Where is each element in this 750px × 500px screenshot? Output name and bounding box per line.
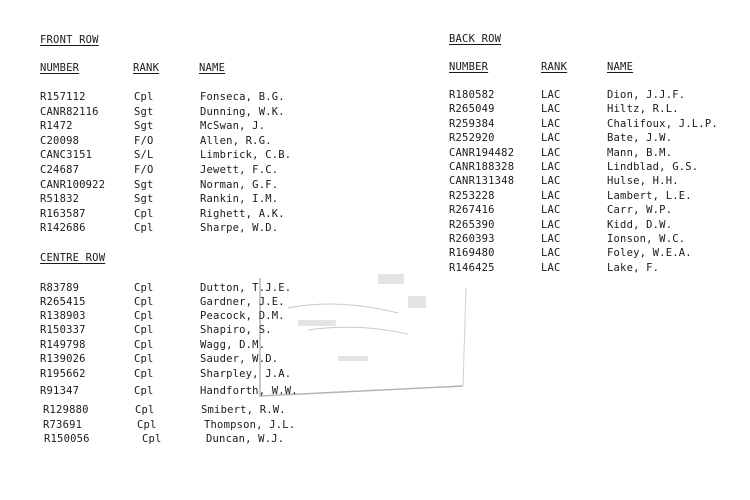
name-cell: Norman, G.F. — [200, 178, 279, 191]
name-cell: Peacock, D.M. — [200, 310, 285, 322]
back-name-header: NAME — [607, 61, 634, 73]
name-cell: Rankin, I.M. — [200, 193, 279, 206]
name-cell: Sauder, W.D. — [200, 353, 279, 365]
number-cell: R252920 — [449, 132, 495, 145]
front-number-header: NUMBER — [40, 62, 80, 74]
number-cell: R149798 — [40, 339, 86, 351]
rank-cell: LAC — [541, 117, 561, 130]
number-cell: R150056 — [44, 433, 90, 445]
number-cell: R265049 — [449, 103, 495, 116]
centre-row-heading: CENTRE ROW — [40, 252, 106, 264]
number-cell: R169480 — [449, 247, 495, 260]
rank-cell: Cpl — [134, 353, 154, 365]
rank-cell: LAC — [541, 218, 561, 231]
number-cell: R83789 — [40, 282, 80, 294]
rank-cell: LAC — [541, 161, 561, 173]
number-cell: R180582 — [449, 89, 495, 101]
rank-cell: Cpl — [134, 324, 154, 336]
front-name-header: NAME — [199, 62, 226, 74]
number-cell: R267416 — [449, 204, 495, 217]
number-cell: R73691 — [43, 419, 83, 431]
number-cell: R150337 — [40, 324, 86, 336]
number-cell: R265415 — [40, 296, 86, 308]
number-cell: R138903 — [40, 310, 86, 322]
name-cell: Mann, B.M. — [607, 146, 673, 159]
name-cell: Bate, J.W. — [607, 132, 673, 145]
name-cell: Allen, R.G. — [200, 134, 272, 147]
rank-cell: LAC — [541, 261, 561, 274]
rank-cell: LAC — [541, 103, 561, 116]
name-cell: Dunning, W.K. — [200, 105, 285, 118]
rank-cell: Cpl — [134, 339, 154, 351]
rank-cell: LAC — [541, 189, 561, 202]
back-rank-header: RANK — [541, 61, 568, 73]
name-cell: Dutton, T.J.E. — [200, 282, 292, 294]
rank-cell: Sgt — [134, 105, 154, 118]
rank-cell: Cpl — [134, 91, 154, 103]
name-cell: Lake, F. — [607, 261, 660, 274]
name-cell: Duncan, W.J. — [206, 433, 285, 445]
name-cell: Lambert, L.E. — [607, 189, 692, 202]
number-cell: R1472 — [40, 120, 73, 133]
rank-cell: LAC — [541, 247, 561, 260]
number-cell: R51832 — [40, 193, 80, 206]
name-cell: Wagg, D.M. — [200, 339, 266, 351]
name-cell: Chalifoux, J.L.P. — [607, 117, 718, 130]
number-cell: R91347 — [40, 385, 80, 397]
name-cell: Shapiro, S. — [200, 324, 272, 336]
number-cell: R260393 — [449, 233, 495, 245]
rank-cell: F/O — [134, 164, 154, 176]
front-rank-header: RANK — [133, 62, 160, 74]
rank-cell: Cpl — [134, 222, 154, 235]
name-cell: Gardner, J.E. — [200, 296, 285, 308]
number-cell: R253228 — [449, 189, 495, 202]
back-number-header: NUMBER — [449, 61, 489, 73]
name-cell: Hulse, H.H. — [607, 175, 679, 188]
name-cell: Sharpley, J.A. — [200, 368, 292, 380]
number-cell: R195662 — [40, 368, 86, 380]
name-cell: Jewett, F.C. — [200, 164, 279, 176]
name-cell: Smibert, R.W. — [201, 404, 286, 416]
number-cell: R129880 — [43, 404, 89, 416]
rank-cell: Cpl — [142, 433, 162, 445]
number-cell: CANC3151 — [40, 149, 93, 162]
rank-cell: Cpl — [134, 368, 154, 380]
name-cell: McSwan, J. — [200, 120, 266, 133]
name-cell: Sharpe, W.D. — [200, 222, 279, 235]
rank-cell: Sgt — [134, 193, 154, 206]
name-cell: Hiltz, R.L. — [607, 103, 679, 116]
name-cell: Carr, W.P. — [607, 204, 673, 217]
front-row-heading: FRONT ROW — [40, 34, 99, 46]
number-cell: CANR100922 — [40, 178, 106, 191]
name-cell: Ionson, W.C. — [607, 233, 686, 245]
number-cell: R265390 — [449, 218, 495, 231]
rank-cell: Cpl — [134, 296, 154, 308]
name-cell: Thompson, J.L. — [204, 419, 296, 431]
rank-cell: LAC — [541, 204, 561, 217]
name-cell: Dion, J.J.F. — [607, 89, 686, 101]
number-cell: CANR194482 — [449, 146, 515, 159]
number-cell: C24687 — [40, 164, 80, 176]
rank-cell: LAC — [541, 132, 561, 145]
number-cell: CANR188328 — [449, 161, 515, 173]
number-cell: R259384 — [449, 117, 495, 130]
number-cell: R163587 — [40, 207, 86, 220]
name-cell: Foley, W.E.A. — [607, 247, 692, 260]
rank-cell: LAC — [541, 146, 561, 159]
rank-cell: F/O — [134, 134, 154, 147]
number-cell: CANR131348 — [449, 175, 515, 188]
back-row-heading: BACK ROW — [449, 33, 502, 45]
rank-cell: Cpl — [134, 385, 154, 397]
name-cell: Kidd, D.W. — [607, 218, 673, 231]
rank-cell: Sgt — [134, 178, 154, 191]
rank-cell: S/L — [134, 149, 154, 162]
number-cell: C20098 — [40, 134, 80, 147]
number-cell: CANR82116 — [40, 105, 99, 118]
rank-cell: Cpl — [134, 207, 154, 220]
rank-cell: LAC — [541, 175, 561, 188]
rank-cell: Cpl — [134, 282, 154, 294]
number-cell: R157112 — [40, 91, 86, 103]
name-cell: Limbrick, C.B. — [200, 149, 292, 162]
name-cell: Handforth, W.W. — [200, 385, 298, 397]
rank-cell: Cpl — [137, 419, 157, 431]
number-cell: R142686 — [40, 222, 86, 235]
rank-cell: LAC — [541, 233, 561, 245]
rank-cell: Sgt — [134, 120, 154, 133]
name-cell: Lindblad, G.S. — [607, 161, 699, 173]
name-cell: Fonseca, B.G. — [200, 91, 285, 103]
rank-cell: Cpl — [134, 310, 154, 322]
number-cell: R146425 — [449, 261, 495, 274]
number-cell: R139026 — [40, 353, 86, 365]
name-cell: Righett, A.K. — [200, 207, 285, 220]
rank-cell: Cpl — [135, 404, 155, 416]
rank-cell: LAC — [541, 89, 561, 101]
